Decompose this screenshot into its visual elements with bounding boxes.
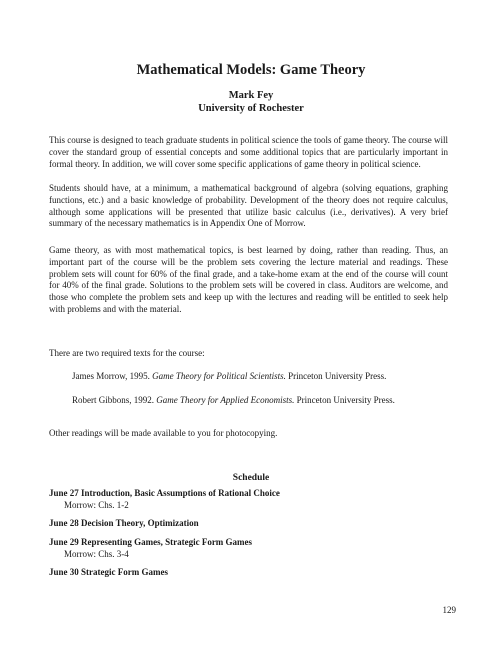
reference-title: Game Theory for Political Scientists. [152,371,286,381]
schedule-reading-june-29: Morrow: Chs. 3-4 [64,549,129,559]
author-affiliation: University of Rochester [198,103,304,114]
schedule-day-june-27: June 27 Introduction, Basic Assumptions of Rational Choice [49,488,280,498]
reference-author-year: Robert Gibbons, 1992. [72,395,154,405]
schedule-day-june-28: June 28 Decision Theory, Optimization [49,518,199,528]
schedule-heading: Schedule [232,473,270,483]
page-number: 129 [442,605,456,615]
schedule-day-june-29: June 29 Representing Games, Strategic Form Games [49,537,253,547]
intro-paragraph-prerequisites: Students should have, at a minimum, a mathematical background of algebra (solving equations, graphing functions, etc.) and a basic knowledge of probability. Development of the theory does not require calculus, although some applications will be presented that utilize basic calculus (i.e., derivatives). A very brief summary of the necessary mathematics is in Appendix One of Morrow. [49,183,448,229]
document-title: Mathematical Models: Game Theory [136,62,366,78]
schedule-reading-june-27: Morrow: Chs. 1-2 [64,500,129,510]
reference-title: Game Theory for Applied Economists. [156,395,295,405]
required-text-gibbons [72,395,462,407]
author-name: Mark Fey [228,90,274,101]
intro-paragraph-course-description: This course is designed to teach graduate students in political science the tools of game theory. The course will cover the standard group of essential concepts and some additional topics that are particularly important in formal theory. In addition, we will cover some specific applications of game theory in political science. [49,135,448,169]
required-text-morrow [72,371,462,383]
reference-author-year: James Morrow, 1995. [72,371,150,381]
other-readings-note: Other readings will be made available to you for photocopying. [49,428,278,438]
intro-paragraph-grading: Game theory, as with most mathematical topics, is best learned by doing, rather than reading. Thus, an important part of the course will be the problem sets covering the lecture material and readings. These problem sets will count for 60% of the final grade, and a take-home exam at the end of the course will count for 40% of the final grade. Solutions to the problem sets will be covered in class. Auditors are welcome, and those who complete the problem sets and keep up with the lectures and reading will be entitled to seek help with problems and with the material. [49,245,448,314]
reference-publisher: Princeton University Press. [288,371,387,381]
schedule-day-june-30: June 30 Strategic Form Games [49,567,168,577]
reference-publisher: Princeton University Press. [296,395,395,405]
required-texts-intro: There are two required texts for the course: [49,348,205,358]
